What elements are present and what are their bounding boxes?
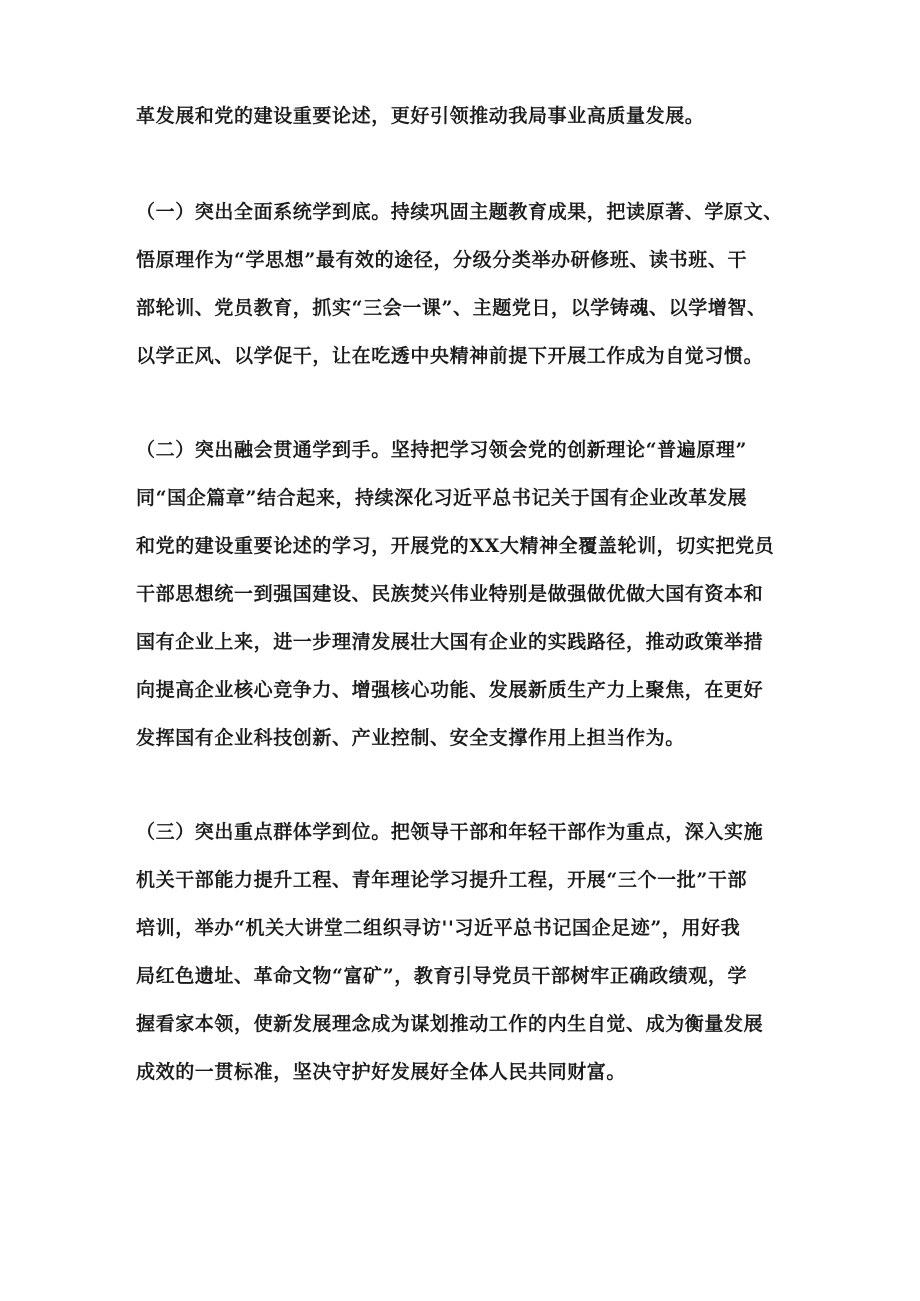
text-line: 发挥国有企业科技创新、产业控制、安全支撑作用上担当作为。 (136, 727, 685, 749)
text-line: 部轮训、党员教育，抓实“三会一课”、主题党日，以学铸魂、以学增智、 (136, 297, 767, 319)
text-line: 同“国企篇章”结合起来，持续深化习近平总书记关于国有企业改革发展 (136, 487, 748, 509)
paragraph-section-3 (136, 808, 796, 1096)
text-line: 机关干部能力提升工程、青年理论学习提升工程，开展“三个一批”干部 (136, 869, 748, 891)
text-line: 革发展和党的建设重要论述，更好引领推动我局事业高质量发展。 (136, 105, 705, 127)
text-line: 培训，举办“机关大讲堂二组织寻访''习近平总书记国企足迹”，用好我 (136, 917, 741, 939)
paragraph-section-2 (136, 426, 796, 762)
paragraph-section-1 (136, 188, 796, 380)
text-line: 以学正风、以学促干，让在吃透中央精神前提下开展工作成为自觉习惯。 (136, 345, 764, 367)
text-line: （三）突出重点群体学到位。把领导干部和年轻干部作为重点，深入实施 (136, 821, 764, 843)
text-line: 国有企业上来，进一步理清发展壮大国有企业的实践路径，推动政策举措 (136, 631, 764, 653)
text-line: 握看家本领，使新发展理念成为谋划推动工作的内生自觉、成为衡量发展 (136, 1013, 764, 1035)
text-line: （一）突出全面系统学到底。持续巩固主题教育成果，把读原著、学原文、 (136, 201, 783, 223)
text-line: （二）突出融会贯通学到手。坚持把学习领会党的创新理论“普遍原理” (136, 439, 748, 461)
text-line: 局红色遗址、革命文物“富矿”，教育引导党员干部树牢正确政绩观，学 (136, 965, 748, 987)
text-line: 干部思想统一到强国建设、民族焚兴伟业特别是做强做优做大国有资本和 (136, 583, 764, 605)
text-line: 向提高企业核心竞争力、增强核心功能、发展新质生产力上聚焦，在更好 (136, 679, 764, 701)
text-line: 悟原理作为“学思想”最有效的途径，分级分类举办研修班、读书班、干 (136, 249, 748, 271)
text-line: 成效的一贯标准，坚决守护好发展好全体人民共同财富。 (136, 1061, 627, 1083)
paragraph-continuation (136, 92, 796, 140)
text-line: 和党的建设重要论述的学习，开展党的XX大精神全覆盖轮训，切实把党员 (136, 535, 775, 557)
